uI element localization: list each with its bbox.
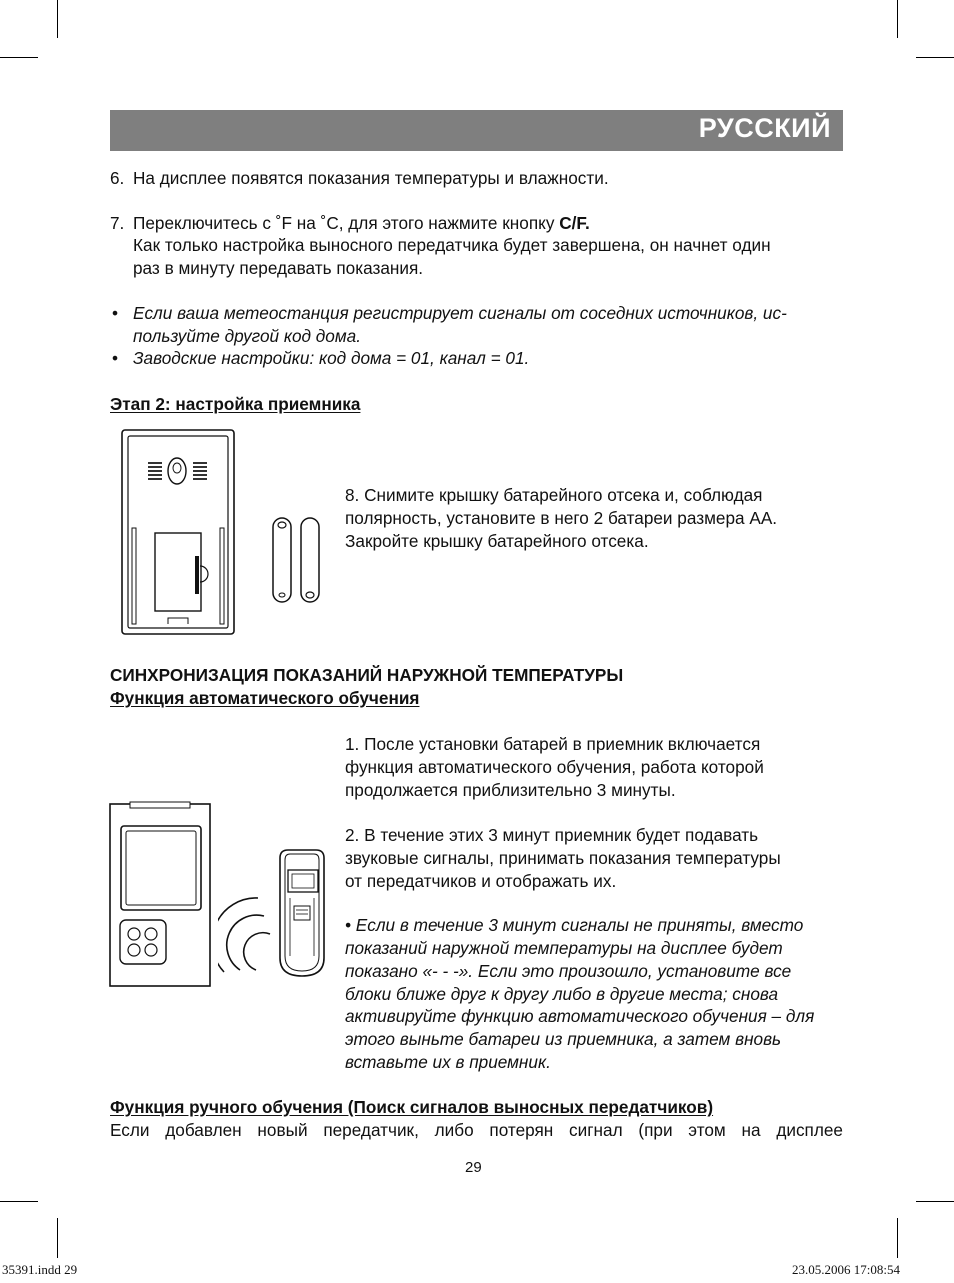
footer-file-info: 35391.indd 29 (2, 1262, 78, 1277)
step-7-line1 (133, 212, 590, 235)
manual-learning-heading: Функция ручного обучения (Поиск сигналов выносных передатчиков) (110, 1097, 714, 1117)
sync-heading: СИНХРОНИЗАЦИЯ ПОКАЗАНИЙ НАРУЖНОЙ ТЕМПЕРАТУРЫ (110, 665, 624, 685)
auto-p2-line3: от передатчиков и отображать их. (345, 871, 617, 891)
step-6-number: 6. (110, 168, 125, 188)
crop-mark (57, 1218, 58, 1258)
auto-p3-line4: блоки ближе друг к другу либо в другие места; снова (345, 984, 779, 1004)
transmitter-illustration (274, 848, 330, 980)
step-8-line2: полярность, установите в него 2 батареи размера AA. (345, 508, 778, 528)
battery-icon (270, 514, 294, 606)
auto-p2-line2: звуковые сигналы, принимать показания температуры (345, 848, 781, 868)
auto-p1-line3: продолжается приблизительно 3 минуты. (345, 780, 676, 800)
step-7-number: 7. (110, 213, 125, 233)
crop-mark (0, 57, 38, 58)
crop-mark (916, 57, 954, 58)
auto-p3-line3: показано «- - -». Если это произошло, установите все (345, 961, 792, 981)
cf-button-label: C/F. (559, 213, 590, 233)
crop-mark (0, 1201, 38, 1202)
step-6-text: На дисплее появятся показания температуры и влажности. (133, 168, 609, 188)
note-2: Заводские настройки: код дома = 01, канал = 01. (133, 348, 530, 368)
auto-p3-line2: показаний наружной температуры на дисплее будет (345, 938, 783, 958)
page-number: 29 (465, 1159, 482, 1176)
note-1-line2: пользуйте другой код дома. (133, 326, 361, 346)
receiver-front-illustration (108, 800, 214, 990)
auto-p3-line7: вставьте их в приемник. (345, 1052, 551, 1072)
crop-mark (897, 1218, 898, 1258)
auto-p1-line2: функция автоматического обучения, работа которой (345, 757, 764, 777)
step-8-line1: 8. Снимите крышку батарейного отсека и, соблюдая (345, 485, 763, 505)
note-bullet: • (112, 303, 119, 323)
auto-p2-line1: 2. В течение этих 3 минут приемник будет подавать (345, 825, 759, 845)
step-7-line3: раз в минуту передавать показания. (133, 258, 424, 278)
crop-mark (897, 0, 898, 38)
auto-p3-line5: активируйте функцию автоматического обучения – для (345, 1006, 815, 1026)
auto-p3-line6: этого выньте батареи из приемника, а затем вновь (345, 1029, 782, 1049)
crop-mark (57, 0, 58, 38)
language-label: РУССКИЙ (698, 113, 831, 143)
stage-2-heading: Этап 2: настройка приемника (110, 394, 361, 414)
battery-icon (298, 514, 322, 606)
note-1-line1: Если ваша метеостанция регистрирует сигналы от соседних источников, ис- (133, 303, 787, 323)
step-7-text: Переключитесь с ˚F на ˚C, для этого нажмите кнопку (133, 213, 560, 233)
step-7-line2: Как только настройка выносного передатчика будет завершена, он начнет один (133, 235, 771, 255)
auto-p1-line1: 1. После установки батарей в приемник включается (345, 734, 761, 754)
auto-learning-heading: Функция автоматического обучения (110, 688, 420, 708)
receiver-back-illustration (118, 428, 238, 638)
signal-waves-icon (218, 890, 278, 980)
note-bullet: • (112, 348, 119, 368)
step-8-line3: Закройте крышку батарейного отсека. (345, 531, 649, 551)
crop-mark (916, 1201, 954, 1202)
auto-p3-line1: • Если в течение 3 минут сигналы не приняты, вместо (345, 915, 804, 935)
language-header (110, 110, 843, 151)
footer-timestamp: 23.05.2006 17:08:54 (792, 1262, 900, 1277)
manual-learning-text: Если добавлен новый передатчик, либо потерян сигнал (при этом на дисплее (110, 1120, 843, 1140)
